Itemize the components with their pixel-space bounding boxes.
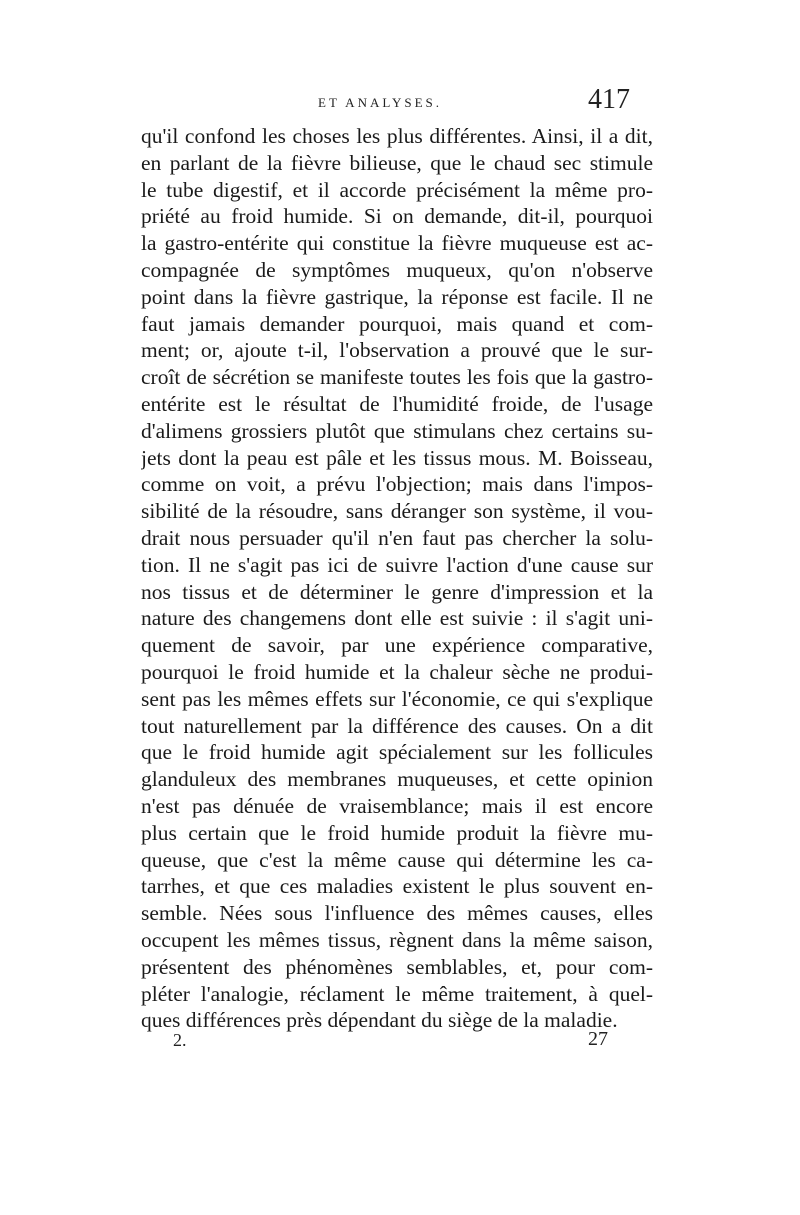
text-line: ment; or, ajoute t-il, l'observation a prouvé que le sur- — [141, 338, 653, 363]
text-line: faut jamais demander pourquoi, mais quand et com- — [141, 311, 653, 336]
text-line: occupent les mêmes tissus, règnent dans la même saison, — [141, 927, 653, 952]
text-line: compagnée de symptômes muqueux, qu'on n'observe — [141, 257, 653, 282]
text-line: drait nous persuader qu'il n'en faut pas chercher la solu- — [141, 525, 653, 550]
text-line: nos tissus et de déterminer le genre d'impression et la — [141, 579, 653, 604]
text-line: semble. Nées sous l'influence des mêmes causes, elles — [141, 901, 653, 926]
text-line: d'alimens grossiers plutôt que stimulans chez certains su- — [141, 418, 653, 443]
text-line: tion. Il ne s'agit pas ici de suivre l'action d'une cause sur — [141, 552, 653, 577]
text-line: sibilité de la résoudre, sans déranger son système, il vou- — [141, 499, 653, 524]
text-line: comme on voit, a prévu l'objection; mais dans l'impos- — [141, 472, 653, 497]
text-line: nature des changemens dont elle est suivie : il s'agit uni- — [141, 606, 653, 631]
page-number: 417 — [588, 84, 630, 115]
running-head: ET ANALYSES. — [318, 95, 443, 110]
text-line: pléter l'analogie, réclament le même traitement, à quel- — [141, 981, 653, 1006]
text-line: la gastro-entérite qui constitue la fièvre muqueuse est ac- — [141, 231, 653, 256]
text-line: tarrhes, et que ces maladies existent le plus souvent en- — [141, 874, 653, 899]
text-line: priété au froid humide. Si on demande, dit-il, pourquoi — [141, 204, 653, 229]
text-line: entérite est le résultat de l'humidité froide, de l'usage — [141, 391, 653, 416]
text-line: que le froid humide agit spécialement sur les follicules — [141, 740, 653, 765]
text-line: qu'il confond les choses les plus différentes. Ainsi, il a dit, — [141, 124, 653, 148]
text-line: ques différences près dépendant du siège de la maladie. — [141, 1008, 618, 1033]
text-line: sent pas les mêmes effets sur l'économie, ce qui s'explique — [141, 686, 653, 711]
text-line: tout naturellement par la différence des causes. On a dit — [141, 713, 653, 738]
text-line: le tube digestif, et il accorde précisément la même pro- — [141, 177, 653, 202]
text-line: pourquoi le froid humide et la chaleur sèche ne produi- — [141, 659, 653, 684]
text-line: en parlant de la fièvre bilieuse, que le chaud sec stimule — [141, 150, 653, 175]
text-line: présentent des phénomènes semblables, et, pour com- — [141, 954, 653, 979]
text-line: plus certain que le froid humide produit la fièvre mu- — [141, 820, 653, 845]
text-line: queuse, que c'est la même cause qui détermine les ca- — [141, 847, 653, 872]
signature-mark: 2. — [173, 1030, 187, 1050]
text-line: quement de savoir, par une expérience comparative, — [141, 633, 653, 658]
text-line: n'est pas dénuée de vraisemblance; mais il est encore — [141, 793, 653, 818]
sheet-number: 27 — [588, 1028, 608, 1050]
body-text — [141, 123, 661, 1034]
text-line: glanduleux des membranes muqueuses, et cette opinion — [141, 767, 653, 792]
text-line: jets dont la peau est pâle et les tissus mous. M. Boisseau, — [141, 445, 653, 470]
text-line: croît de sécrétion se manifeste toutes les fois que la gastro- — [141, 365, 653, 390]
text-line: point dans la fièvre gastrique, la réponse est facile. Il ne — [141, 284, 653, 309]
